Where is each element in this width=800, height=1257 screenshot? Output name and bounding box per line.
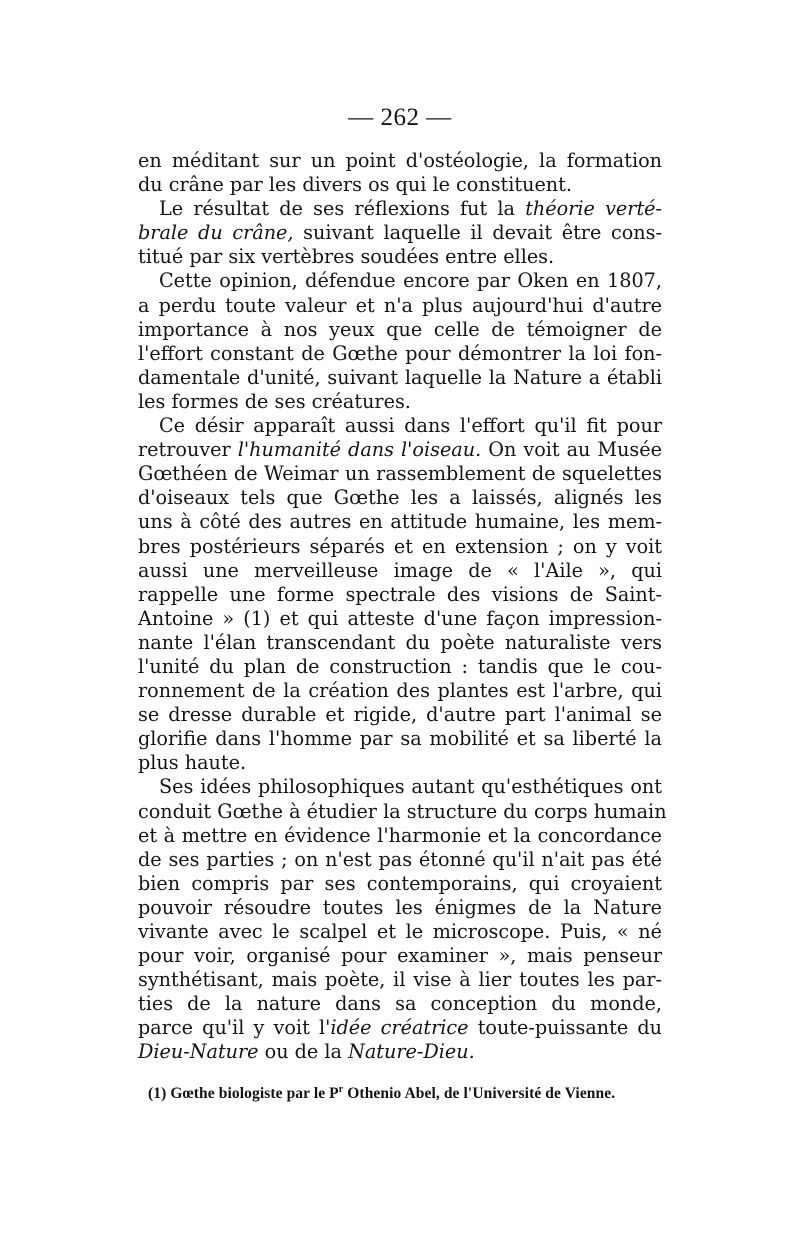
text-line: a perdu toute valeur et n'a plus aujourd'hui d'autre <box>138 293 662 317</box>
text-line: Ce désir apparaît aussi dans l'effort qu'il fit pour <box>159 414 662 438</box>
text-line: damentale d'unité, suivant laquelle la Nature a établi <box>138 365 662 389</box>
page-number: — 262 — <box>348 104 452 131</box>
text-run: Le résultat de ses réflexions fut la <box>159 197 526 221</box>
text-line: Antoine » (1) et qui atteste d'une façon impression- <box>138 606 662 630</box>
text-line: les formes de ses créatures. <box>138 389 411 413</box>
italic-text: Nature-Dieu. <box>348 1040 475 1064</box>
footnote <box>148 1084 662 1103</box>
text-run: ou de la <box>258 1040 349 1064</box>
text-line: plus haute. <box>138 751 247 775</box>
text-run: parce qu'il y voit l' <box>138 1016 331 1040</box>
text-line: glorifie dans l'homme par sa mobilité et sa liberté la <box>138 727 662 751</box>
text-line <box>138 438 662 462</box>
text-line: et à mettre en évidence l'harmonie et la concordance <box>138 823 662 847</box>
text-line: importance à nos yeux que celle de témoigner de <box>138 317 662 341</box>
footnote-text: (1) Gœthe biologiste par le P <box>148 1085 339 1103</box>
text-run: suivant laquelle il devait être cons- <box>293 221 662 245</box>
footnote-text: Othenio Abel, de l'Université de Vienne. <box>343 1085 616 1103</box>
text-line: se dresse durable et rigide, d'autre part l'animal se <box>138 703 662 727</box>
text-line: rappelle une forme spectrale des visions de Saint- <box>138 582 662 606</box>
text-line: Ses idées philosophiques autant qu'esthétiques ont <box>159 775 662 799</box>
text-run: On voit au Musée <box>481 438 662 462</box>
text-line: pouvoir résoudre toutes les énigmes de la Nature <box>138 895 662 919</box>
text-line: de ses parties ; on n'est pas étonné qu'il n'ait pas été <box>138 847 662 871</box>
text-line: ties de la nature dans sa conception du monde, <box>138 992 662 1016</box>
text-line: aussi une merveilleuse image de « l'Aile », qui <box>138 558 662 582</box>
text-line: l'effort constant de Gœthe pour démontrer la loi fon- <box>138 341 662 365</box>
text-line: bres postérieurs séparés et en extension ; on y voit <box>138 534 662 558</box>
italic-text: Dieu-Nature <box>138 1040 259 1064</box>
text-line <box>138 1040 662 1064</box>
italic-text: théorie verté- <box>525 197 662 221</box>
text-line: l'unité du plan de construction : tandis que le cou- <box>138 654 662 678</box>
text-line: synthétisant, mais poète, il vise à lier toutes les par- <box>138 968 662 992</box>
text-line: nante l'élan transcendant du poète naturaliste vers <box>138 630 662 654</box>
text-line: d'oiseaux tels que Gœthe les a laissés, alignés les <box>138 486 662 510</box>
italic-text: brale du crâne, <box>138 221 294 245</box>
text-line: du crâne par les divers os qui le constituent. <box>138 173 572 197</box>
footnote-superscript: r <box>338 1084 344 1095</box>
text-line: pour voir, organisé pour examiner », mais penseur <box>138 944 662 968</box>
text-line <box>138 1016 662 1040</box>
text-line: uns à côté des autres en attitude humaine, les mem- <box>138 510 662 534</box>
text-line: conduit Gœthe à étudier la structure du corps humain <box>138 799 667 823</box>
text-line <box>138 221 662 245</box>
text-run: retrouver <box>138 438 238 462</box>
text-line: vivante avec le scalpel et le microscope. Puis, « né <box>138 920 662 943</box>
text-run: toute-puissante du <box>468 1016 663 1040</box>
text-line: bien compris par ses contemporains, qui croyaient <box>138 871 662 895</box>
text-line: en méditant sur un point d'ostéologie, la formation <box>138 149 662 172</box>
italic-text: l'humanité dans l'oiseau. <box>237 438 482 462</box>
text-line <box>138 197 662 221</box>
text-line: titué par six vertèbres soudées entre elles. <box>138 245 555 269</box>
body-text <box>138 149 667 1065</box>
text-line: Cette opinion, défendue encore par Oken en 1807, <box>159 269 662 293</box>
text-line: ronnement de la création des plantes est l'arbre, qui <box>138 679 662 703</box>
text-line: Gœthéen de Weimar un rassemblement de squelettes <box>138 462 662 486</box>
italic-text: idée créatrice <box>330 1016 469 1040</box>
